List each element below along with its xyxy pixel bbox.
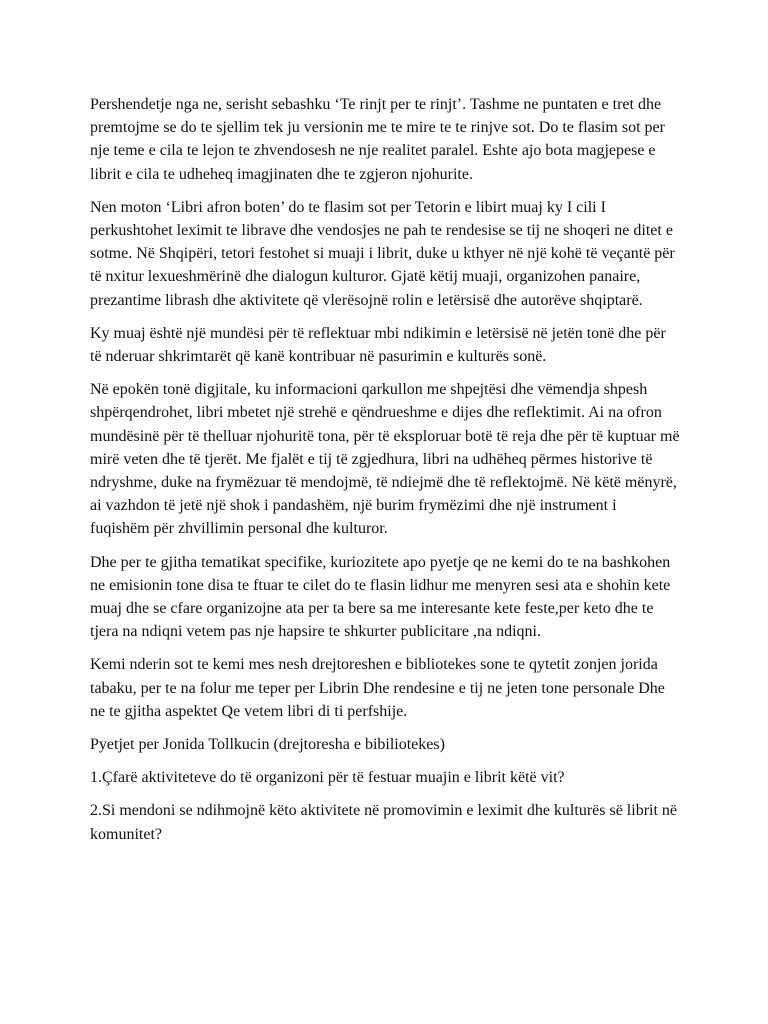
questions-heading: Pyetjet per Jonida Tollkucin (drejtoresha e bibiliotekes) <box>90 736 445 754</box>
document-body <box>90 93 680 856</box>
paragraph-reflection: Ky muaj është një mundësi për të reflektuar mbi ndikimin e letërsisë në jetën tonë dhe për të nderuar shkrimtarët që kanë kontribuar në pasurimin e kulturës sonë. <box>90 324 666 366</box>
question-1: 1.Çfarë aktiviteteve do të organizoni për të festuar muajin e librit këtë vit? <box>90 769 565 787</box>
paragraph-book-month: Nen moton ‘Libri afron boten’ do te flasim sot per Tetorin e libirt muaj ky I cili I perkushtohet leximit te librave dhe vendosjes ne pah te rendesise se tij ne shoqeri ne ditet e sotme. Në Shqipëri, tetori festohet si muaji i librit, duke u kthyer në një kohë të veçantë për të nxitur lexueshmërinë dhe dialogun kulturor. Gjatë këtij muaji, organizohen panaire, prezantime librash dhe aktivitete që vlerësojnë rolin e letërsisë dhe autorëve shqiptarë. <box>90 198 675 309</box>
paragraph-digital-era: Në epokën tonë digjitale, ku informacioni qarkullon me shpejtësi dhe vëmendja shpesh shpërqendrohet, libri mbetet një strehë e qëndrueshme e dijes dhe reflektimit. Ai na ofron mundësinë për të thelluar njohuritë tona, për të eksploruar botë të reja dhe për të kuptuar më mirë veten dhe të tjerët. Me fjalët e tij të zgjedhura, libri na udhëheq përmes historive të ndryshme, duke na frymëzuar të mendojmë, të ndiejmë dhe të reflektojmë. Në këtë mënyrë, ai vazhdon të jetë një shok i pandashëm, një burim frymëzimi dhe një instrument i fuqishëm për zhvillimin personal dhe kulturor. <box>90 381 680 538</box>
paragraph-intro: Pershendetje nga ne, serisht sebashku ‘Te rinjt per te rinjt’. Tashme ne puntaten e tret dhe premtojme se do te sjellim tek ju versionin me te mire te te rinjve sot. Do te flasim sot per nje teme e cila te lejon te zhvendosesh ne nje realitet paralel. Eshte ajo bota magjepese e librit e cila te udheheq imagjinaten dhe te zgjeron njohurite. <box>90 96 665 183</box>
paragraph-guests: Dhe per te gjitha tematikat specifike, kuriozitete apo pyetje qe ne kemi do te na bashkohen ne emisionin tone disa te ftuar te cilet do te flasin lidhur me menyren sesi ata e shohin kete muaj dhe se cfare organizojne ata per ta bere sa me interesante kete feste,per keto dhe te tjera na ndiqni vetem pas nje hapsire te shkurter publicitare ,na ndiqni. <box>90 553 671 641</box>
paragraph-director-intro: Kemi nderin sot te kemi mes nesh drejtoreshen e bibliotekes sone te qytetit zonjen jorida tabaku, per te na folur me teper per Librin Dhe rendesine e tij ne jeten tone personale Dhe ne te gjitha aspektet Qe vetem libri di ti perfshije. <box>90 656 665 720</box>
question-2: 2.Si mendoni se ndihmojnë këto aktivitete në promovimin e leximit dhe kulturës së librit në komunitet? <box>90 802 678 843</box>
